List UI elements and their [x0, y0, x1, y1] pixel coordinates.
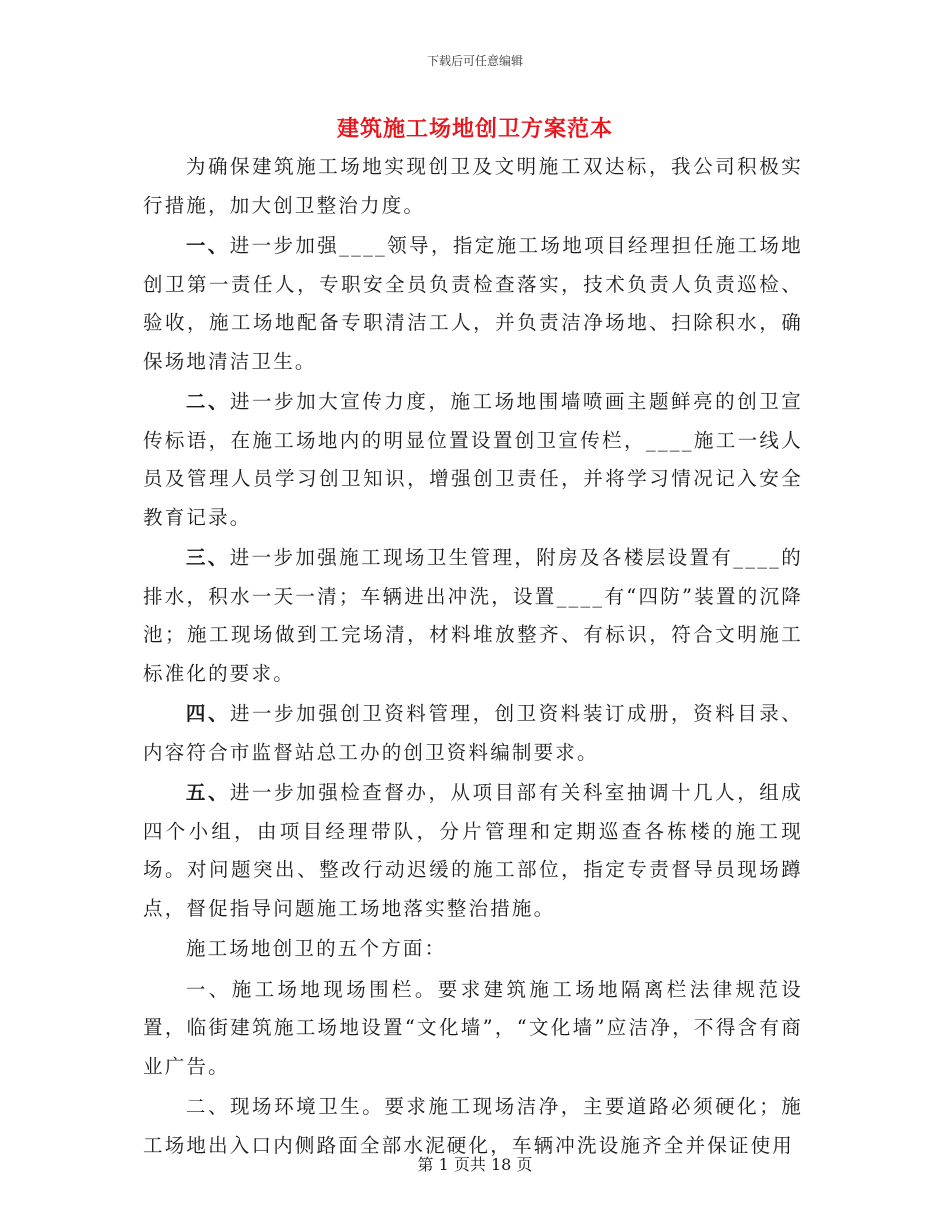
paragraph-text: 进一步加大宣传力度，施工场地围墙喷画主题鲜亮的创卫宣传标语，在施工场地内的明显位置设置创卫宣传栏，____施工一线人员及管理人员学习创卫知识，增强创卫责任，并将学习情况记入安全教育记录。 — [143, 390, 803, 529]
paragraph-lead: 二、 — [185, 390, 230, 413]
body-paragraph-aspects-heading — [143, 930, 803, 969]
paragraph-text: 进一步加强____领导，指定施工场地项目经理担任施工场地创卫第一责任人，专职安全员负责检查落实，技术负责人负责巡检、验收，施工场地配备专职清洁工人，并负责洁净场地、扫除积水，确保场地清洁卫生。 — [143, 234, 803, 373]
page-number: 第 1 页共 18 页 — [417, 1155, 533, 1174]
document-body — [143, 148, 803, 1167]
paragraph-text: 施工场地创卫的五个方面： — [185, 937, 447, 960]
paragraph-text: 一、施工场地现场围栏。要求建筑施工场地隔离栏法律规范设置，临街建筑施工场地设置“文化墙”，“文化墙”应洁净，不得含有商业广告。 — [143, 977, 803, 1078]
body-paragraph-2 — [143, 383, 803, 537]
paragraph-text: 进一步加强检查督办，从项目部有关科室抽调十几人，组成四个小组，由项目经理带队，分片管理和定期巡查各栋楼的施工现场。对问题突出、整改行动迟缓的施工部位，指定专责督导员现场蹲点，督促指导问题施工场地落实整治措施。 — [143, 781, 803, 920]
paragraph-text: 二、现场环境卫生。要求施工现场洁净，主要道路必须硬化；施工场地出入口内侧路面全部水泥硬化，车辆冲洗设施齐全并保证使用 — [143, 1095, 803, 1157]
page-header-note: 下载后可任意编辑 — [426, 54, 523, 68]
paragraph-text: 为确保建筑施工场地实现创卫及文明施工双达标，我公司积极实行措施，加大创卫整治力度。 — [143, 155, 803, 217]
body-paragraph-4 — [143, 695, 803, 772]
body-paragraph-1 — [143, 227, 803, 381]
body-paragraph-5 — [143, 774, 803, 928]
paragraph-text: 进一步加强创卫资料管理，创卫资料装订成册，资料目录、内容符合市监督站总工办的创卫资料编制要求。 — [143, 702, 803, 764]
paragraph-text: 进一步加强施工现场卫生管理，附房及各楼层设置有____的排水，积水一天一清；车辆进出冲洗，设置____有“四防”装置的沉降池；施工现场做到工完场清，材料堆放整齐、有标识，符合文明施工标准化的要求。 — [143, 546, 803, 685]
body-paragraph-3 — [143, 539, 803, 693]
paragraph-lead: 三、 — [185, 546, 230, 569]
body-paragraph-intro — [143, 148, 803, 225]
paragraph-lead: 五、 — [185, 781, 230, 804]
body-paragraph-aspect-1 — [143, 971, 803, 1087]
paragraph-lead: 四、 — [185, 702, 230, 725]
paragraph-lead: 一、 — [185, 234, 230, 257]
document-title: 建筑施工场地创卫方案范本 — [336, 116, 613, 142]
